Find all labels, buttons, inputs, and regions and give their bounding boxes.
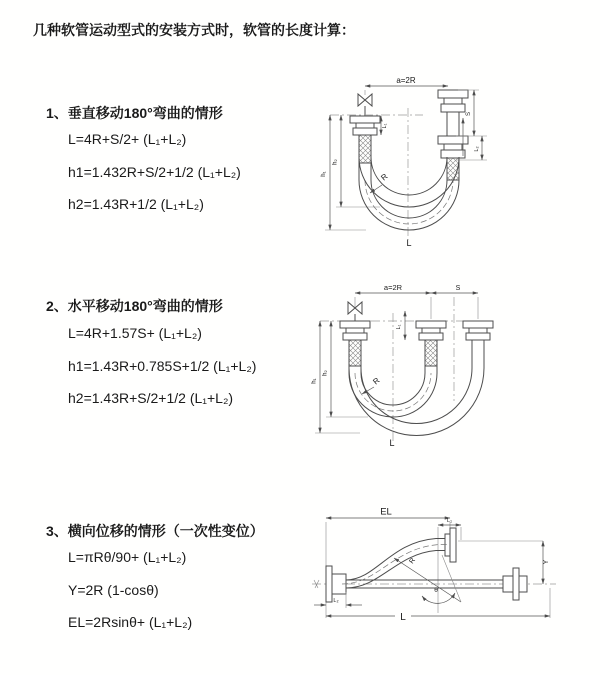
diagram-lateral-displacement xyxy=(298,498,598,648)
section-2-heading: 2、水平移动180°弯曲的情形 xyxy=(46,298,223,314)
length-label: L xyxy=(389,438,395,448)
right-flange-upper xyxy=(438,90,468,112)
hose-s-curve xyxy=(342,539,447,589)
dim-h1-label: h₁ xyxy=(311,378,318,384)
dim-a-2r-label: a=2R xyxy=(383,283,403,292)
radius-label: R xyxy=(408,557,418,566)
dim-l1-label: L₁ xyxy=(382,123,388,129)
section-1-formula-L: L=4R+S/2+ (L₁+L₂) xyxy=(68,131,187,147)
right-flange-lower xyxy=(438,136,468,158)
dim-a-2r xyxy=(365,76,448,99)
hose-u-arcs xyxy=(359,157,459,230)
left-flange xyxy=(340,321,370,340)
diagram-horizontal-180-bend xyxy=(308,283,548,458)
valve-icon xyxy=(358,94,372,106)
right-flange-moved xyxy=(463,321,493,340)
section-1-heading: 1、垂直移动180°弯曲的情形 xyxy=(46,105,223,121)
left-flange xyxy=(350,116,380,135)
section-1-formula-h2: h2=1.43R+1/2 (L₁+L₂) xyxy=(68,196,204,212)
hose-u-arcs xyxy=(349,368,484,436)
dim-l2-label: L₂ xyxy=(474,146,480,152)
dim-a-2r xyxy=(355,283,478,319)
section-2-formula-L: L=4R+1.57S+ (L₁+L₂) xyxy=(68,325,202,341)
dim-l2-label: L₂ xyxy=(333,598,339,604)
dim-s-label: S xyxy=(466,111,472,117)
angle-theta-label: θ xyxy=(434,587,438,594)
dim-l-label: L xyxy=(400,612,406,623)
section-1-formula-h1: h1=1.432R+S/2+1/2 (L₁+L₂) xyxy=(68,164,241,180)
radius-label: R xyxy=(379,171,390,183)
section-2-formula-h2: h2=1.43R+S/2+1/2 (L₁+L₂) xyxy=(68,390,234,406)
dim-el xyxy=(326,507,450,619)
braided-hose-left xyxy=(359,135,371,163)
dim-l1 xyxy=(396,311,405,340)
dim-h1-label: h₁ xyxy=(321,171,327,177)
section-3-formula-L: L=πRθ/90+ (L₁+L₂) xyxy=(68,549,187,565)
elevated-flange xyxy=(445,528,456,562)
dim-el-label: EL xyxy=(380,506,392,518)
braided-hose-middle xyxy=(425,340,437,366)
diagram-vertical-180-bend xyxy=(308,68,538,258)
dim-y-label: Y xyxy=(543,559,550,565)
dim-l1-label: L₁ xyxy=(447,518,452,524)
dim-y xyxy=(543,541,550,584)
section-3-formula-EL: EL=2Rsinθ+ (L₁+L₂) xyxy=(68,614,193,630)
radius-label: R xyxy=(371,375,382,387)
dim-h2-label: h₂ xyxy=(322,370,329,376)
page-title: 几种软管运动型式的安装方式时，软管的长度计算： xyxy=(33,22,355,38)
length-label: L xyxy=(406,238,412,248)
dim-h2-label: h₂ xyxy=(332,159,339,165)
dim-l1-label: L₁ xyxy=(396,324,402,330)
section-3-formula-Y: Y=2R (1-cosθ) xyxy=(68,582,159,598)
braided-hose-left xyxy=(349,340,361,366)
dim-a-2r-label: a=2R xyxy=(396,76,416,85)
dim-s-label: S xyxy=(455,285,461,292)
section-2-formula-h1: h1=1.43R+0.785S+1/2 (L₁+L₂) xyxy=(68,358,257,374)
middle-flange xyxy=(416,321,446,340)
right-flange-original xyxy=(503,568,527,600)
section-3-heading: 3、横向位移的情形（一次性变位） xyxy=(46,523,264,539)
dim-l1 xyxy=(381,116,388,135)
